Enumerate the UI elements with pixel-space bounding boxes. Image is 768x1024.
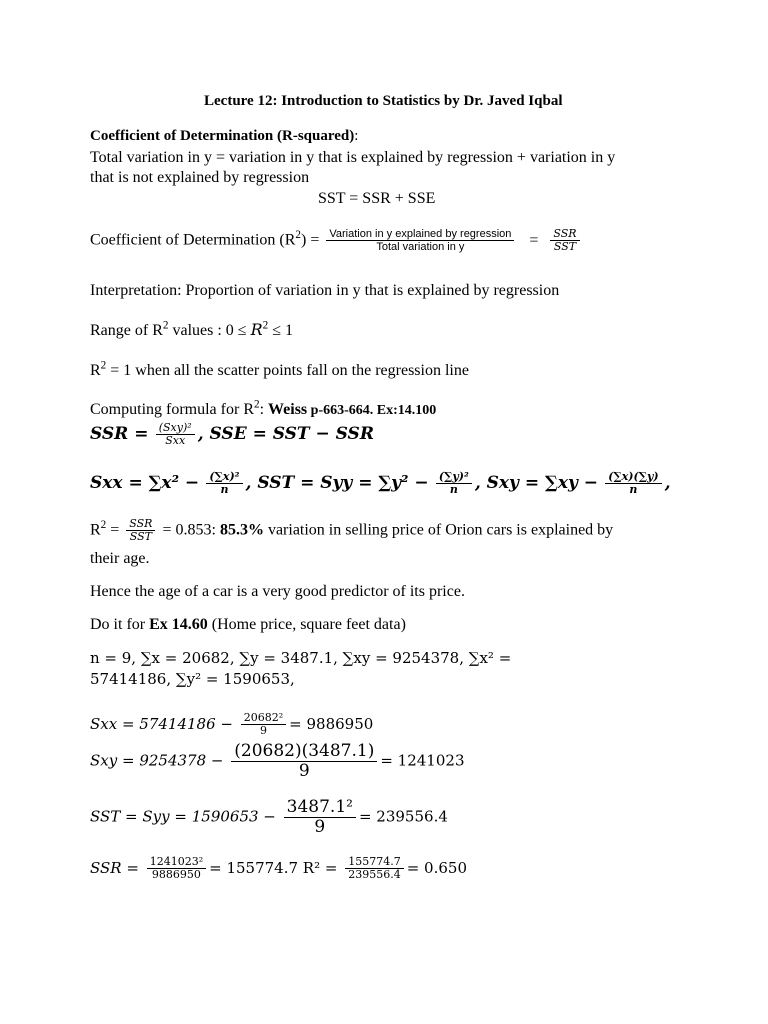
ssr-calc-fraction	[147, 856, 206, 882]
ssr-calc	[90, 856, 467, 882]
r2-calc-fraction	[345, 856, 404, 882]
total-variation-line-1: Total variation in y = variation in y that is explained by regression + variation in y	[90, 149, 616, 166]
r2-orion-sup: 2	[100, 519, 107, 532]
sxy-fraction-den: n	[629, 483, 638, 497]
cod-label: Coefficient of Determination (R	[90, 231, 296, 249]
sse-formula: , SSE = SST − SSR	[197, 423, 374, 444]
sxy-calc-fraction	[231, 742, 377, 781]
cod-fraction-denominator: Total variation in y	[376, 241, 465, 254]
r2-orion-line-2: their age.	[90, 550, 150, 567]
data-line-2: 57414186, ∑y² = 1590653,	[90, 670, 295, 688]
range-expr-b: ≤ 1	[268, 322, 293, 339]
computing-formula-line	[90, 398, 437, 419]
computing-text: Computing formula for R	[90, 401, 254, 418]
r2-one-line	[90, 359, 469, 380]
sxx-calc-fraction	[241, 712, 286, 738]
computing-weiss: Weiss	[268, 401, 308, 418]
cod-equals: =	[529, 231, 539, 249]
cod-heading: Coefficient of Determination (R-squared)	[90, 128, 355, 144]
ssr-fraction-den: Sxx	[165, 434, 186, 448]
computing-exercise: . Ex:14.100	[369, 403, 437, 418]
r2-one-r: R	[90, 362, 101, 379]
sxy-calc-rhs: = 1241023	[380, 751, 465, 770]
range-expr-a: 0 ≤	[225, 322, 251, 339]
ssr-calc-lhs: SSR =	[90, 858, 139, 877]
range-label: Range of R	[90, 322, 163, 339]
sst-syy-lhs: , SST = Syy = ∑y² −	[245, 472, 429, 493]
ssr-fraction	[156, 422, 195, 448]
r2-orion-r: R	[90, 521, 101, 539]
syy-fraction	[436, 471, 472, 497]
cod-colon: :	[354, 128, 359, 144]
page-title: Lecture 12: Introduction to Statistics by Dr. Javed Iqbal	[204, 93, 563, 109]
r2-one-sup: 2	[100, 359, 107, 372]
r2-orion-text: variation in selling price of Orion cars is explained by	[263, 521, 614, 539]
sxy-fraction	[605, 471, 661, 497]
sxx-calc-num: 20682²	[241, 712, 286, 725]
sst-calc-fraction	[284, 798, 356, 837]
range-line	[90, 320, 293, 340]
sxy-calc	[90, 742, 464, 781]
sxx-lhs: Sxx = ∑x² −	[90, 472, 200, 493]
range-values-label: values :	[168, 322, 226, 339]
sst-calc-rhs: = 239556.4	[358, 807, 448, 826]
ssr-calc-num: 1241023²	[147, 856, 206, 869]
r2-calc-den: 239556.4	[348, 868, 401, 882]
r2-orion-den: SST	[129, 530, 152, 544]
section-heading	[90, 128, 358, 145]
computing-sup: 2	[253, 398, 260, 411]
computing-colon: :	[259, 401, 269, 418]
sxx-calc-rhs: = 9886950	[289, 714, 374, 733]
doit-line	[90, 616, 406, 634]
range-expr-sup: 2	[262, 319, 269, 332]
computing-pages: p-663-664	[307, 403, 370, 418]
range-sup: 2	[162, 319, 169, 332]
doit-exercise: Ex 14.60	[149, 616, 208, 633]
ssr-fraction-num: (Sxy)²	[156, 422, 195, 435]
r2-orion-num: SSR	[126, 518, 155, 531]
r2-orion-percent: 85.3%	[219, 521, 264, 539]
sxx-fraction-den: n	[220, 483, 229, 497]
r2-orion-eq: =	[106, 521, 120, 539]
cod-label-end: ) =	[301, 231, 320, 249]
data-line-1: n = 9, ∑x = 20682, ∑y = 3487.1, ∑xy = 9254378, ∑x² =	[90, 649, 512, 667]
ssr-numerator: SSR	[550, 228, 579, 241]
ssr-lhs: SSR =	[90, 423, 149, 444]
cod-label-sup: 2	[295, 229, 302, 242]
sxx-fraction	[206, 471, 242, 497]
hence-line: Hence the age of a car is a very good predictor of its price.	[90, 583, 465, 600]
sst-calc-lhs: SST = Syy = 1590653 −	[90, 807, 276, 826]
r2-orion-value: = 0.853:	[158, 521, 220, 539]
sums-formula	[90, 471, 671, 497]
sst-equation: SST = SSR + SSE	[318, 190, 436, 207]
doit-text: Do it for	[90, 616, 150, 633]
interpretation: Interpretation: Proportion of variation in y that is explained by regression	[90, 282, 560, 299]
total-variation-line-2: that is not explained by regression	[90, 169, 310, 186]
ssr-formula	[90, 422, 374, 448]
r2-orion-fraction	[126, 518, 155, 544]
r2-calc-rhs: = 0.650	[406, 858, 467, 877]
r2-one-text: = 1 when all the scatter points fall on the regression line	[106, 362, 469, 379]
cod-formula	[90, 228, 583, 254]
r2-orion-line	[90, 518, 613, 544]
ssr-calc-mid: = 155774.7 R² =	[209, 858, 338, 877]
cod-fraction	[326, 228, 514, 254]
sxy-fraction-num: (∑x)(∑y)	[605, 471, 661, 484]
range-r: R	[250, 320, 263, 339]
ssr-over-sst	[550, 228, 579, 254]
sxx-fraction-num: (∑x)²	[206, 471, 242, 484]
syy-fraction-num: (∑y)²	[436, 471, 472, 484]
sxy-calc-num: (20682)(3487.1)	[231, 742, 377, 762]
ssr-calc-den: 9886950	[151, 868, 201, 882]
sxy-lhs: , Sxy = ∑xy −	[474, 472, 598, 493]
sxx-calc-lhs: Sxx = 57414186 −	[90, 714, 233, 733]
sxx-calc-den: 9	[259, 724, 267, 738]
doit-description: (Home price, square feet data)	[207, 616, 406, 633]
syy-fraction-den: n	[449, 483, 458, 497]
sxy-calc-den: 9	[298, 760, 310, 781]
sxx-calc	[90, 712, 373, 738]
sst-calc-num: 3487.1²	[284, 798, 356, 818]
trailing-comma: ,	[664, 472, 671, 493]
sst-calc-den: 9	[314, 816, 326, 837]
r2-calc-num: 155774.7	[345, 856, 404, 869]
sst-denominator: SST	[553, 240, 577, 254]
cod-fraction-numerator: Variation in y explained by regression	[326, 228, 514, 241]
sst-calc	[90, 798, 448, 837]
sxy-calc-lhs: Sxy = 9254378 −	[90, 751, 224, 770]
